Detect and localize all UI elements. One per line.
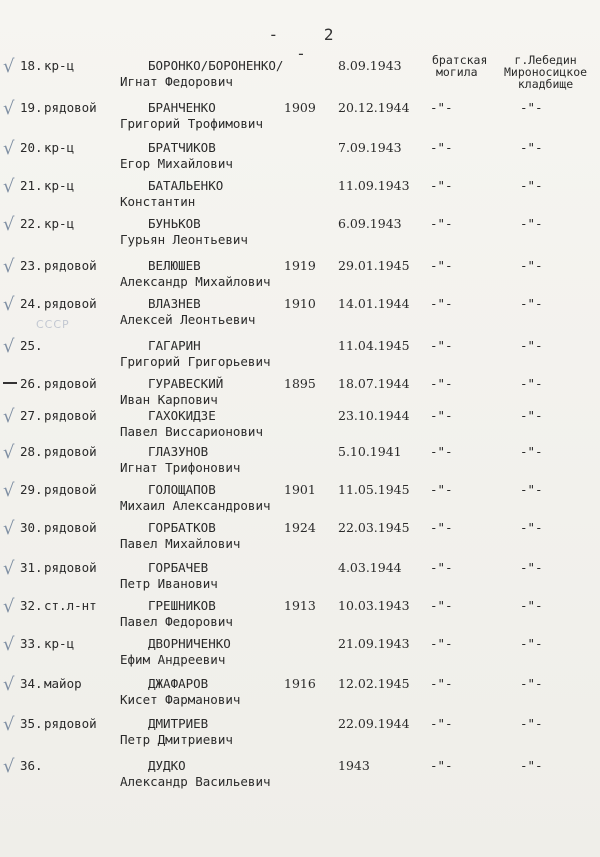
entry-num: 27. [20, 408, 43, 423]
check-mark-icon: √ [3, 714, 15, 735]
entry-date: 18.07.1944 [338, 376, 410, 391]
entry-rank: рядовой [44, 376, 97, 391]
entry-year: 1895 [284, 376, 316, 391]
entry-rank: кр-ц [44, 216, 75, 231]
entry-place: -"- [520, 758, 543, 773]
check-mark-icon: √ [3, 518, 15, 539]
entry-place: -"- [520, 598, 543, 613]
entry-date: 4.03.1944 [338, 560, 402, 575]
entry-place: -"- [520, 408, 543, 423]
entry-date: 10.03.1943 [338, 598, 410, 613]
table-row [0, 140, 600, 176]
check-mark-icon: √ [3, 294, 15, 315]
check-mark-icon: √ [3, 558, 15, 579]
entry-num: 28. [20, 444, 43, 459]
table-row [0, 100, 600, 136]
table-row [0, 178, 600, 214]
entry-date: 7.09.1943 [338, 140, 402, 155]
entry-given: Кисет Фарманович [120, 692, 241, 707]
entry-num: 29. [20, 482, 43, 497]
entry-year: 1910 [284, 296, 316, 311]
place-header-line: г.Лебедин [514, 53, 577, 67]
entry-num: 23. [20, 258, 43, 273]
check-mark-icon: √ [3, 98, 15, 119]
entry-place: -"- [520, 178, 543, 193]
entry-given: Михаил Александрович [120, 498, 271, 513]
entry-place: -"- [520, 258, 543, 273]
entry-given: Павел Михайлович [120, 536, 241, 551]
entry-rank: майор [44, 676, 82, 691]
table-row [0, 258, 600, 294]
table-row [0, 338, 600, 374]
entry-burial: -"- [430, 258, 453, 273]
entry-given: Павел Виссарионович [120, 424, 263, 439]
entry-place: -"- [520, 560, 543, 575]
entry-date: 22.03.1945 [338, 520, 410, 535]
entry-surname: ГУРАВЕСКИЙ [148, 376, 224, 391]
entry-given: Петр Иванович [120, 576, 218, 591]
entry-burial: -"- [430, 216, 453, 231]
margin-dash [3, 382, 17, 384]
check-mark-icon: √ [3, 406, 15, 427]
place-header-line: кладбище [517, 77, 574, 91]
check-mark-icon: √ [3, 256, 15, 277]
entry-num: 19. [20, 100, 43, 115]
entry-num: 32. [20, 598, 43, 613]
entry-burial: -"- [430, 444, 453, 459]
entry-given: Константин [120, 194, 196, 209]
entry-burial: -"- [430, 482, 453, 497]
entry-given: Игнат Федорович [120, 74, 233, 89]
page-number: - 2 - [268, 25, 352, 63]
table-row [0, 598, 600, 634]
entry-surname: ГАГАРИН [148, 338, 201, 353]
check-mark-icon: √ [3, 480, 15, 501]
entry-given: Иван Карпович [120, 392, 218, 407]
entry-place: -"- [520, 676, 543, 691]
entry-rank: рядовой [44, 716, 97, 731]
entry-surname: БОРОНКО/БОРОНЕНКО/ [148, 58, 284, 73]
entry-surname: ВЕЛЮШЕВ [148, 258, 201, 273]
faint-stamp: СССР [36, 318, 70, 331]
entry-surname: ДЖАФАРОВ [148, 676, 209, 691]
entry-place: -"- [520, 636, 543, 651]
entry-surname: ГРЕШНИКОВ [148, 598, 216, 613]
entry-num: 21. [20, 178, 43, 193]
entry-surname: БРАТЧИКОВ [148, 140, 216, 155]
entry-num: 18. [20, 58, 43, 73]
entry-rank: рядовой [44, 482, 97, 497]
entry-num: 35. [20, 716, 43, 731]
entry-burial: -"- [430, 100, 453, 115]
entry-date: 11.04.1945 [338, 338, 410, 353]
entry-date: 29.01.1945 [338, 258, 410, 273]
table-row [0, 560, 600, 596]
entry-surname: ДВОРНИЧЕНКО [148, 636, 231, 651]
entry-year: 1909 [284, 100, 316, 115]
entry-num: 25. [20, 338, 43, 353]
entry-burial: -"- [430, 560, 453, 575]
entry-given: Григорий Григорьевич [120, 354, 271, 369]
check-mark-icon: √ [3, 336, 15, 357]
table-row [0, 520, 600, 556]
check-mark-icon: √ [3, 56, 15, 77]
burial-header [432, 54, 487, 78]
entry-surname: ГЛАЗУНОВ [148, 444, 209, 459]
entry-given: Игнат Трифонович [120, 460, 241, 475]
entry-burial: -"- [430, 296, 453, 311]
entry-rank: рядовой [44, 520, 97, 535]
entry-num: 34. [20, 676, 43, 691]
table-row [0, 216, 600, 252]
entry-date: 22.09.1944 [338, 716, 410, 731]
entry-num: 20. [20, 140, 43, 155]
table-row [0, 53, 600, 94]
check-mark-icon: √ [3, 596, 15, 617]
entry-place: -"- [520, 520, 543, 535]
table-row [0, 376, 600, 412]
entry-given: Егор Михайлович [120, 156, 233, 171]
entry-given: Петр Дмитриевич [120, 732, 233, 747]
table-row [0, 676, 600, 712]
burial-header-line: братская [432, 53, 488, 67]
entry-place: -"- [520, 716, 543, 731]
check-mark-icon: √ [3, 176, 15, 197]
entry-surname: ВЛАЗНЕВ [148, 296, 201, 311]
entry-date: 20.12.1944 [338, 100, 410, 115]
entry-rank: рядовой [44, 408, 97, 423]
entry-surname: ГАХОКИДЗЕ [148, 408, 216, 423]
entry-given: Ефим Андреевич [120, 652, 226, 667]
entry-place: -"- [520, 100, 543, 115]
entry-rank: кр-ц [44, 140, 75, 155]
entry-place: -"- [520, 482, 543, 497]
entry-rank: рядовой [44, 444, 97, 459]
entry-given: Алексей Леонтьевич [120, 312, 256, 327]
entry-place: -"- [520, 376, 543, 391]
entry-date: 14.01.1944 [338, 296, 410, 311]
check-mark-icon: √ [3, 756, 15, 777]
entry-num: 33. [20, 636, 43, 651]
entry-rank: рядовой [44, 296, 97, 311]
entry-given: Григорий Трофимович [120, 116, 263, 131]
entry-burial: -"- [430, 520, 453, 535]
entry-surname: ДУДКО [148, 758, 186, 773]
entry-surname: ГОРБАЧЕВ [148, 560, 209, 575]
table-row [0, 408, 600, 444]
entry-burial: -"- [430, 178, 453, 193]
entry-given: Гурьян Леонтьевич [120, 232, 248, 247]
entry-burial: -"- [430, 636, 453, 651]
entry-num: 31. [20, 560, 43, 575]
entry-num: 24. [20, 296, 43, 311]
entry-year: 1913 [284, 598, 316, 613]
entry-year: 1924 [284, 520, 316, 535]
entry-surname: ГОРБАТКОВ [148, 520, 216, 535]
entry-rank: рядовой [44, 560, 97, 575]
entry-surname: БУНЬКОВ [148, 216, 201, 231]
entry-surname: БРАНЧЕНКО [148, 100, 216, 115]
entry-burial: -"- [430, 408, 453, 423]
check-mark-icon: √ [3, 138, 15, 159]
entry-burial: -"- [430, 376, 453, 391]
place-header [504, 54, 587, 90]
entry-burial: -"- [430, 338, 453, 353]
table-row [0, 758, 600, 794]
entry-place: -"- [520, 444, 543, 459]
entry-date: 8.09.1943 [338, 58, 402, 73]
entry-place: -"- [520, 338, 543, 353]
entry-burial: -"- [430, 676, 453, 691]
entry-year: 1916 [284, 676, 316, 691]
burial-header-line: могила [436, 65, 478, 79]
check-mark-icon: √ [3, 674, 15, 695]
table-row [0, 444, 600, 480]
table-row [0, 636, 600, 672]
entry-num: 36. [20, 758, 43, 773]
entry-date: 1943 [338, 758, 370, 773]
entry-year: 1919 [284, 258, 316, 273]
entry-surname: ДМИТРИЕВ [148, 716, 209, 731]
check-mark-icon: √ [3, 634, 15, 655]
entry-date: 6.09.1943 [338, 216, 402, 231]
table-row [0, 482, 600, 518]
entry-rank: кр-ц [44, 636, 75, 651]
table-row [0, 296, 600, 332]
entry-burial: -"- [430, 140, 453, 155]
place-header-line: Мироносицкое [504, 65, 588, 79]
entry-burial: -"- [430, 758, 453, 773]
entry-date: 11.05.1945 [338, 482, 410, 497]
entry-year: 1901 [284, 482, 316, 497]
entry-surname: БАТАЛЬЕНКО [148, 178, 224, 193]
entry-rank: рядовой [44, 258, 97, 273]
check-mark-icon: √ [3, 214, 15, 235]
entry-given: Павел Федорович [120, 614, 233, 629]
entry-burial: -"- [430, 716, 453, 731]
entry-place: -"- [520, 140, 543, 155]
check-mark-icon: √ [3, 442, 15, 463]
entry-rank: кр-ц [44, 58, 75, 73]
table-row [0, 716, 600, 752]
entry-num: 22. [20, 216, 43, 231]
entry-given: Александр Михайлович [120, 274, 271, 289]
entry-burial: -"- [430, 598, 453, 613]
entry-num: 30. [20, 520, 43, 535]
entry-rank: кр-ц [44, 178, 75, 193]
entry-date: 21.09.1943 [338, 636, 410, 651]
entry-rank: рядовой [44, 100, 97, 115]
entry-rank: ст.л-нт [44, 598, 97, 613]
entry-place: -"- [520, 216, 543, 231]
entry-surname: ГОЛОЩАПОВ [148, 482, 216, 497]
entry-given: Александр Васильевич [120, 774, 271, 789]
entry-date: 5.10.1941 [338, 444, 402, 459]
entry-date: 11.09.1943 [338, 178, 410, 193]
entry-place: -"- [520, 296, 543, 311]
entry-num: 26. [20, 376, 43, 391]
entry-date: 12.02.1945 [338, 676, 410, 691]
entry-date: 23.10.1944 [338, 408, 410, 423]
